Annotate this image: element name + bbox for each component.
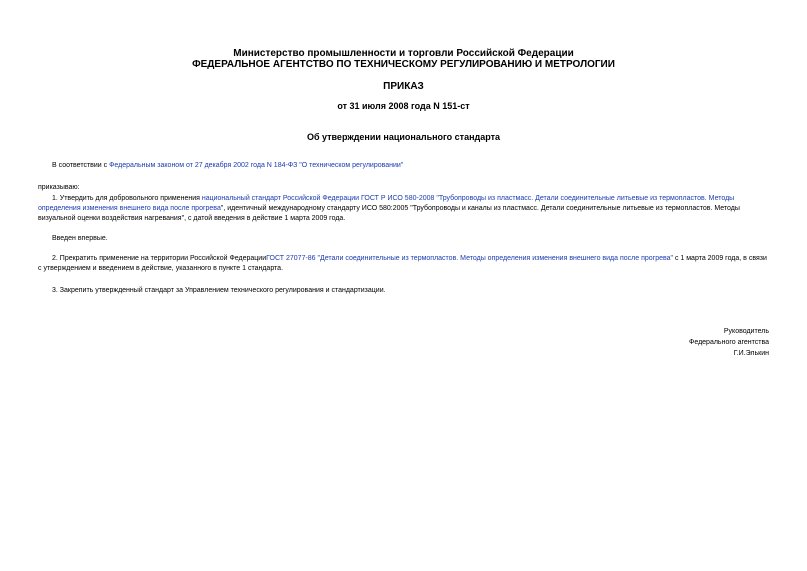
paragraph-2: [38, 254, 770, 274]
intro-text: В соответствии с: [52, 162, 110, 169]
federal-law-link[interactable]: Федеральным законом от 27 декабря 2002 года N 184-ФЗ "О техническом регулировании": [109, 162, 404, 169]
ministry-name: Министерство промышленности и торговли Российской Федерации: [233, 48, 574, 59]
signature-block: [689, 326, 769, 359]
introduced-first: Введен впервые.: [52, 235, 108, 242]
order-word: приказываю:: [38, 184, 80, 191]
p2-suffix: с 1 марта 2009 года, в связи с утверждением и введением в действие, указанного в пункте 1 стандарта.: [38, 255, 767, 272]
signature-name: Г.И.Элькин: [733, 350, 769, 357]
order-date: от 31 июля 2008 года N 151-ст: [337, 101, 470, 111]
document-header: [0, 48, 807, 70]
agency-name: ФЕДЕРАЛЬНОЕ АГЕНТСТВО ПО ТЕХНИЧЕСКОМУ РЕГУЛИРОВАНИЮ И МЕТРОЛОГИИ: [192, 59, 615, 70]
order-subject: Об утверждении национального стандарта: [306, 132, 501, 142]
intro-paragraph: [38, 161, 770, 171]
p1-text: 1. Утвердить для добровольного применения: [52, 195, 202, 202]
paragraph-1: [38, 194, 770, 224]
paragraph-3: 3. Закрепить утвержденный стандарт за Управлением технического регулирования и стандартизации.: [52, 287, 386, 294]
signature-position-1: Руководитель: [723, 328, 769, 335]
p2-text: 2. Прекратить применение на территории Российской Федерации: [52, 255, 267, 262]
gost-27077-link[interactable]: ГОСТ 27077-86 "Детали соединительные из термопластов. Методы определения изменения внешнего вида после прогрева": [266, 255, 674, 262]
gost-r-iso-580-link[interactable]: национальный стандарт Российской Федерации ГОСТ Р ИСО 580-2008 "Трубопроводы из пластмасс. Детали соединительные литьевые из термопластов. Методы определения изменения внешнего вида после прогрева: [38, 195, 735, 212]
signature-position-2: Федерального агентства: [689, 339, 769, 346]
p1-suffix: ", идентичный международному стандарту ИСО 580:2005 "Трубопроводы и каналы из пластмасс. Детали соединительные литьевые из термопластов. Методы визуальной оценки воздействия нагревания", с датой введения в действие 1 марта 2009 года.: [38, 205, 740, 222]
order-title: ПРИКАЗ: [383, 81, 424, 92]
